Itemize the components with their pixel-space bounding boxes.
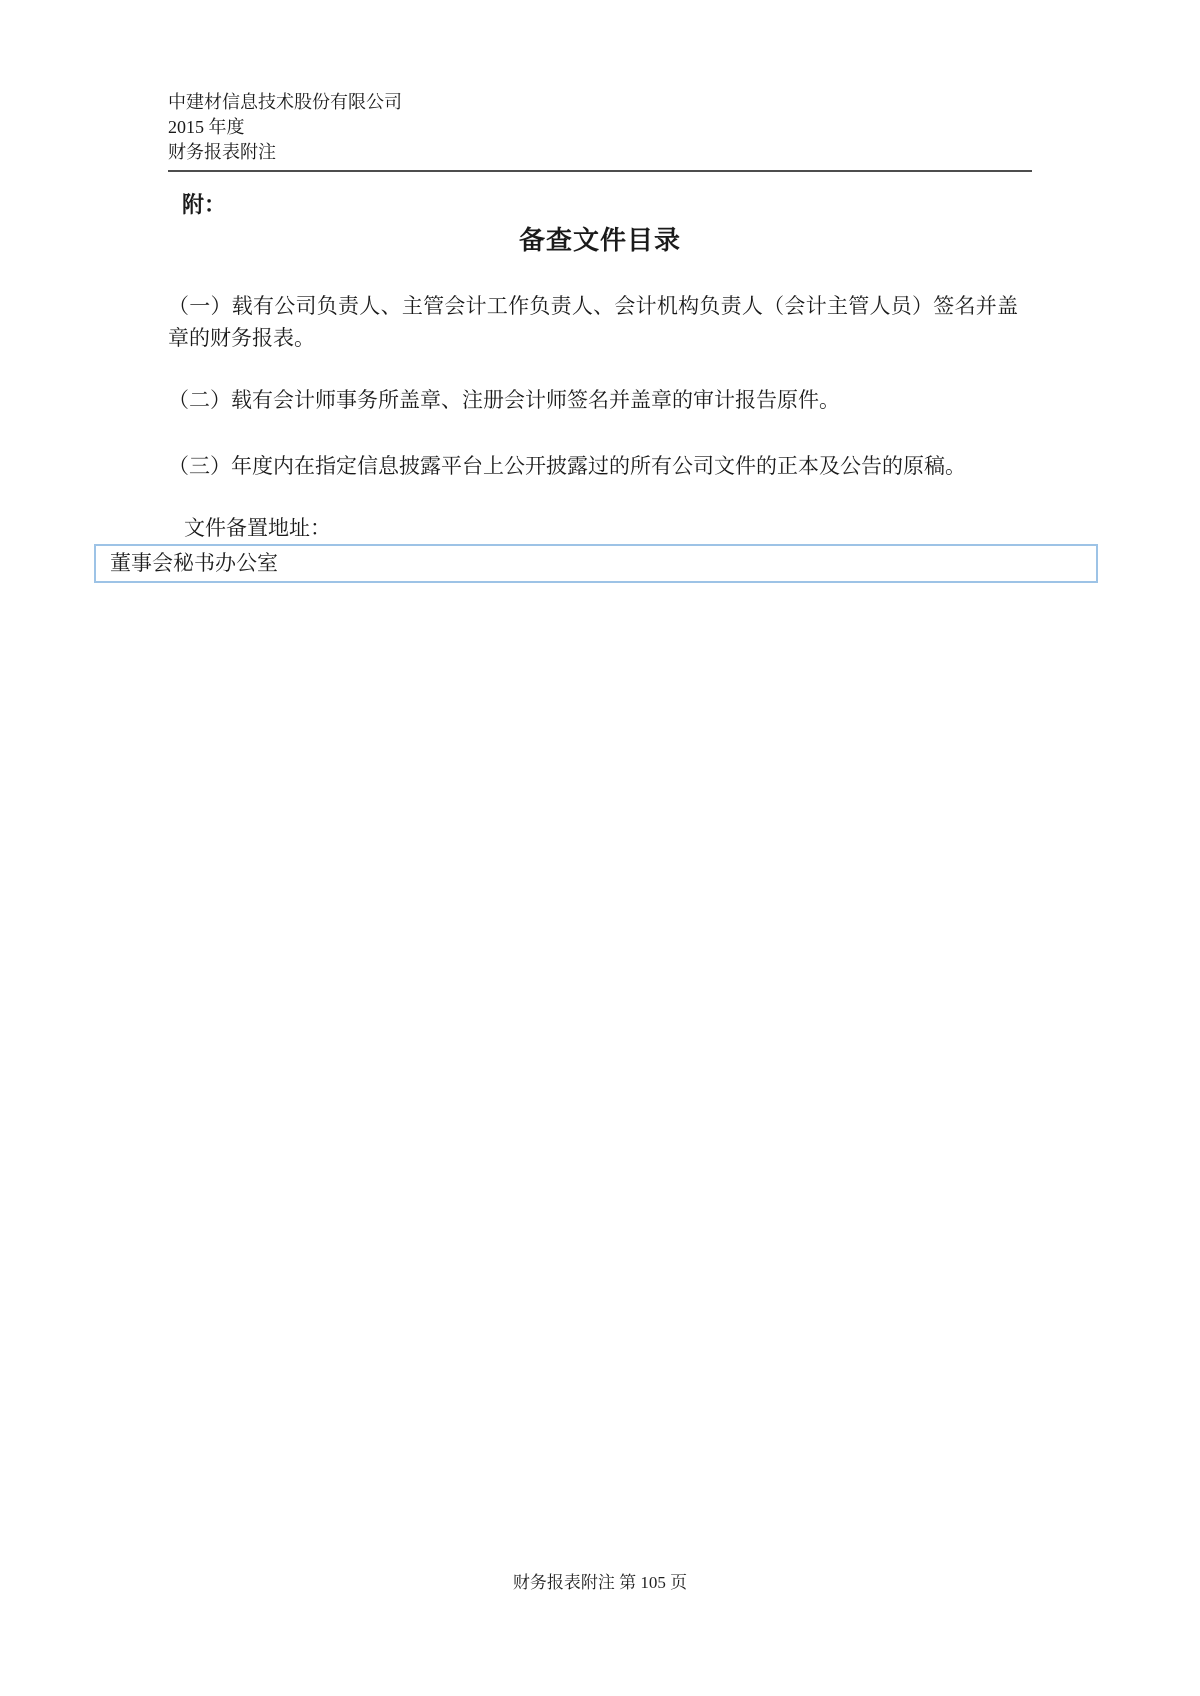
page-footer: 财务报表附注 第 105 页 bbox=[512, 1573, 688, 1592]
location-value-box[interactable] bbox=[94, 544, 1098, 583]
attachment-label: 附： bbox=[182, 192, 227, 217]
location-label: 文件备置地址： bbox=[184, 516, 331, 540]
running-header bbox=[168, 90, 1032, 172]
company-name: 中建材信息技术股份有限公司 bbox=[168, 92, 402, 112]
report-period: 2015 年度 bbox=[168, 117, 245, 137]
location-value: 董事会秘书办公室 bbox=[110, 551, 278, 575]
paragraph-item-2: （二）载有会计师事务所盖章、注册会计师签名并盖章的审计报告原件。 bbox=[168, 388, 840, 412]
paragraph-item-1: （一）载有公司负责人、主管会计工作负责人、会计机构负责人（会计主管人员）签名并盖章的财务报表。 bbox=[168, 294, 1018, 350]
page-title: 备查文件目录 bbox=[518, 226, 681, 255]
document-type: 财务报表附注 bbox=[168, 142, 276, 162]
paragraph-item-3: （三）年度内在指定信息披露平台上公开披露过的所有公司文件的正本及公告的原稿。 bbox=[168, 454, 966, 478]
